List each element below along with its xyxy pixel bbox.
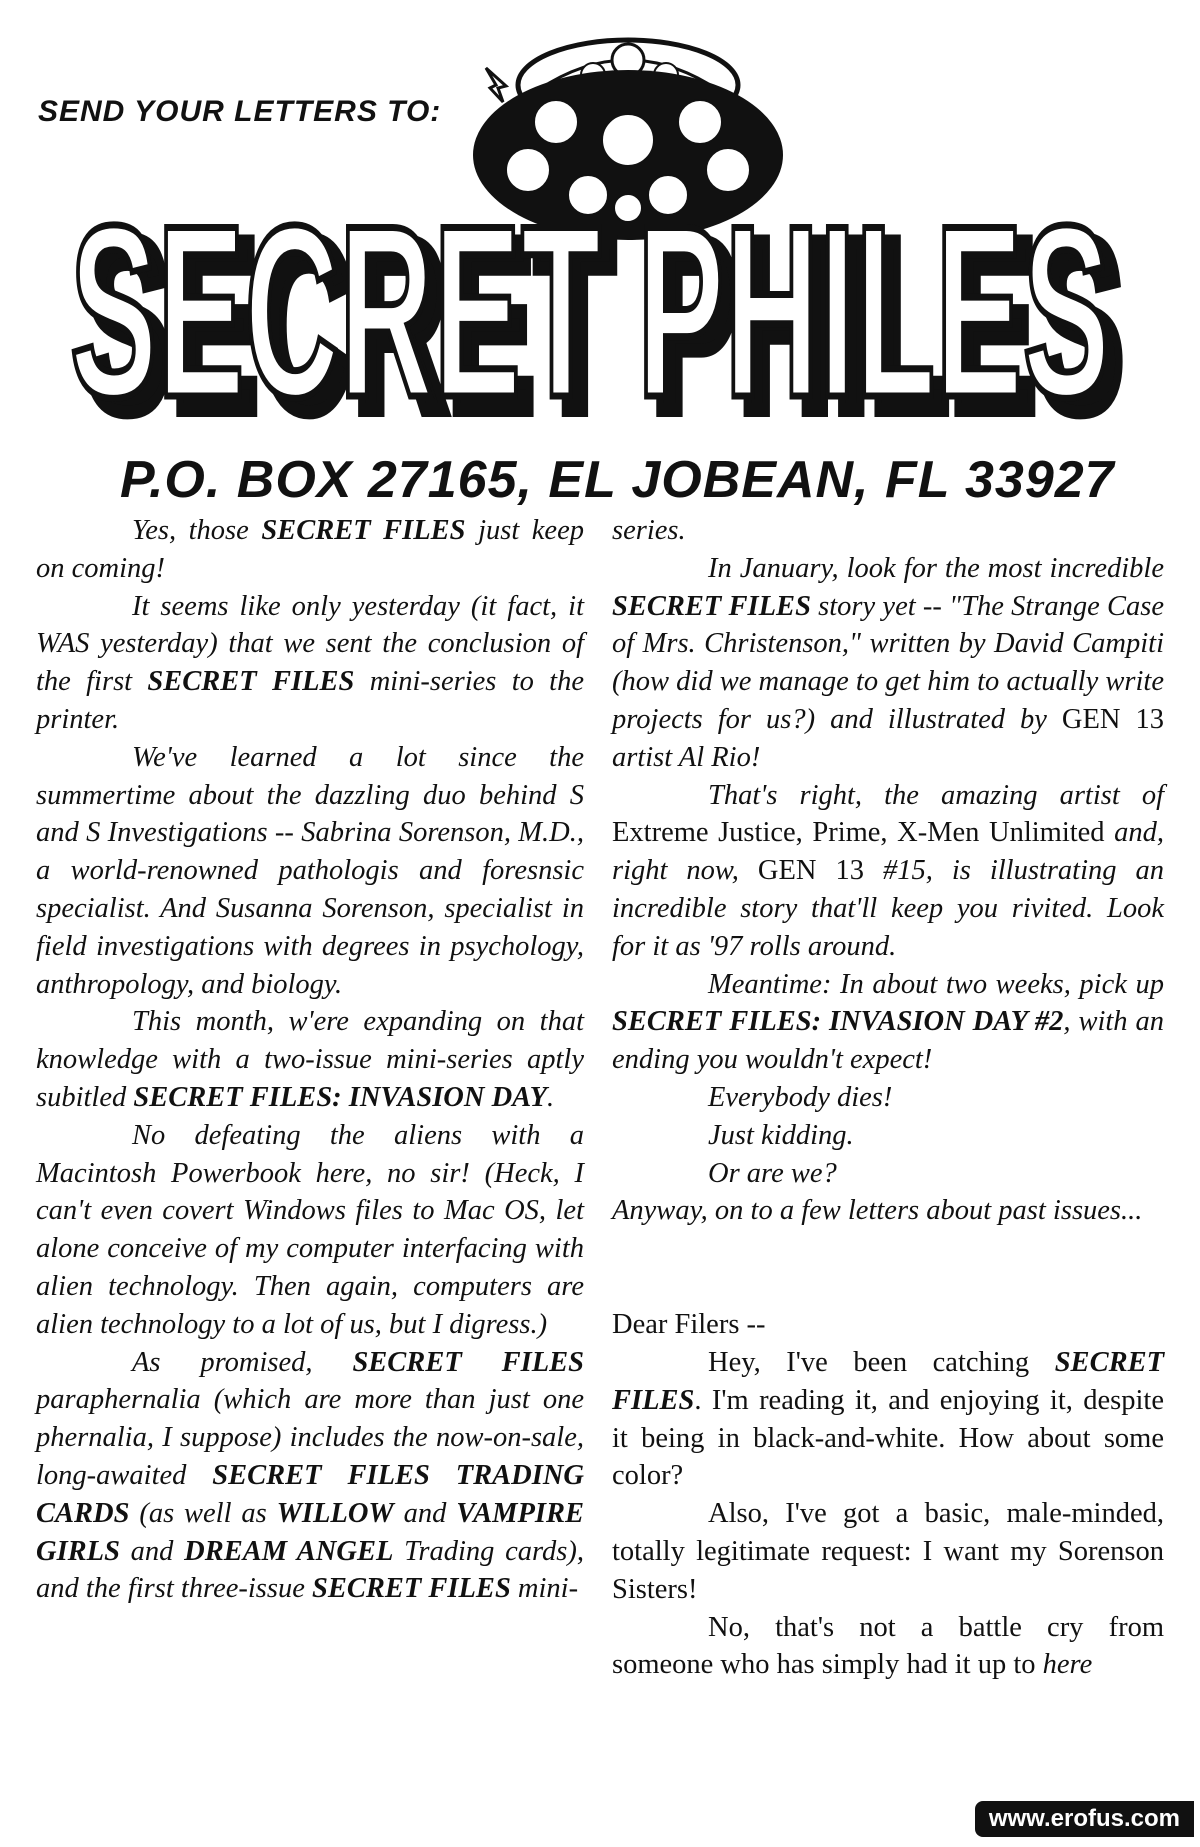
text-span: Yes, those	[132, 515, 262, 546]
text-span: That's right, the amazing artist of	[708, 779, 1164, 811]
text-span: paraphernalia (which are more than just one phernalia, I suppose) includes the now-on-sale, long-awaited	[36, 1384, 584, 1491]
bold-title: SECRET FILES	[612, 590, 811, 622]
text-span: . I'm reading it, and enjoying it, despite it being in black-and-white. How about some color?	[612, 1384, 1164, 1492]
spark-icon	[486, 68, 506, 102]
text-span: , with an ending you wouldn't expect!	[612, 1006, 1164, 1076]
bold-title: SECRET FILES: INVASION DAY	[133, 1081, 548, 1113]
text-span: story yet -- "The Strange Case of Mrs. Christenson," written by David Campiti (how did we manage to get him to actually write projects for us?) and illustrated by	[612, 590, 1164, 735]
text-span: and	[393, 1497, 457, 1529]
bold-title: VAMPIRE GIRLS	[36, 1497, 584, 1567]
right-column	[612, 512, 1164, 1684]
roman-title: GEN 13	[1061, 703, 1164, 735]
emphasis: here	[1042, 1649, 1093, 1681]
text-span: No, that's not a battle cry from someone who has simply had it up to	[612, 1611, 1164, 1681]
logo-shadow: SECRET PHILES	[84, 188, 1124, 430]
bold-title: SECRET FILES	[352, 1346, 584, 1378]
text-span: .	[547, 1081, 555, 1113]
text-span: Trading cards), and the first three-issue	[36, 1535, 585, 1605]
bold-title: WILLOW	[276, 1497, 394, 1529]
text-span: As promised,	[132, 1346, 353, 1378]
letter-paragraph: Also, I've got a basic, male-minded, totally legitimate request: I want my Sorenson Sisters!	[612, 1498, 1164, 1605]
text-span: and, right now,	[612, 817, 1164, 887]
roman-title: GEN 13	[757, 855, 864, 887]
text-span: (as well as	[129, 1497, 277, 1529]
roman-title: Extreme Justice, Prime, X-Men Unlimited	[612, 817, 1105, 849]
bold-title: SECRET FILES TRADING CARDS	[36, 1459, 584, 1529]
paragraph: Or are we?	[708, 1157, 837, 1189]
text-span: mini-series to the printer.	[36, 666, 585, 735]
text-span: Meantime: In about two weeks, pick up	[708, 968, 1164, 1000]
text-span: and	[119, 1535, 185, 1567]
po-box-address: P.O. BOX 27165, EL JOBEAN, FL 33927	[120, 451, 1115, 509]
paragraph: No defeating the aliens with a Macintosh Powerbook here, no sir! (Heck, I can't even covert Windows files to Mac OS, let alone conceive of my computer interfacing with alien technology. Then again, computers are alien technology to a lot of us, but I digress.)	[36, 1119, 584, 1340]
bold-title: DREAM ANGEL	[184, 1535, 394, 1567]
watermark-badge: www.erofus.com	[975, 1801, 1194, 1837]
paragraph: Everybody dies!	[708, 1081, 893, 1113]
paragraph	[612, 777, 1164, 966]
paragraph	[612, 966, 1164, 1079]
paragraph	[36, 1344, 584, 1609]
paragraph: Just kidding.	[708, 1119, 854, 1151]
paragraph: We've learned a lot since the summertime about the dazzling duo behind S and S Investigations -- Sabrina Sorenson, M.D., a world-renowned pathologis and foresnsic specialist. And Susanna Sorenson, specialist in field investigations with degrees in psychology, anthropology, and biology.	[36, 741, 584, 1000]
send-letters-heading: SEND YOUR LETTERS TO:	[38, 95, 442, 128]
bold-title: SECRET FILES: INVASION DAY #2	[612, 1006, 1064, 1038]
bold-title: SECRET FILES	[312, 1573, 511, 1605]
text-span: In January, look for the most incredible	[708, 552, 1164, 584]
secret-philes-logo	[70, 140, 1150, 430]
paragraph	[36, 1003, 584, 1116]
left-column	[36, 512, 584, 1608]
letter-paragraph	[612, 1344, 1164, 1495]
text-span: mini-	[510, 1573, 579, 1605]
bold-title: SECRET FILES	[612, 1346, 1164, 1416]
text-span: It seems like only yesterday (it fact, it WAS yesterday) that we sent the conclusion of the first	[36, 590, 584, 698]
bold-title: SECRET FILES	[261, 515, 466, 546]
bold-title: SECRET FILES	[147, 666, 355, 698]
text-span: artist Al Rio!	[612, 741, 761, 773]
paragraph: Anyway, on to a few letters about past issues...	[612, 1195, 1143, 1227]
paragraph	[36, 512, 584, 588]
paragraph: series.	[612, 515, 686, 546]
letter-greeting: Dear Filers --	[612, 1309, 766, 1341]
paragraph	[612, 550, 1164, 777]
text-span: #15, is illustrating an incredible story that'll keep you rivited. Look for it as '97 rolls around.	[612, 855, 1164, 962]
spacer	[612, 1230, 1164, 1306]
paragraph	[36, 588, 584, 739]
text-span: Hey, I've been catching	[708, 1346, 1055, 1378]
letter-paragraph	[612, 1609, 1164, 1685]
logo-face: SECRET PHILES	[70, 174, 1110, 430]
text-span: just keep on coming!	[36, 515, 584, 584]
text-span: This month, w'ere expanding on that knowledge with a two-issue mini-series aptly subitled	[36, 1006, 584, 1113]
